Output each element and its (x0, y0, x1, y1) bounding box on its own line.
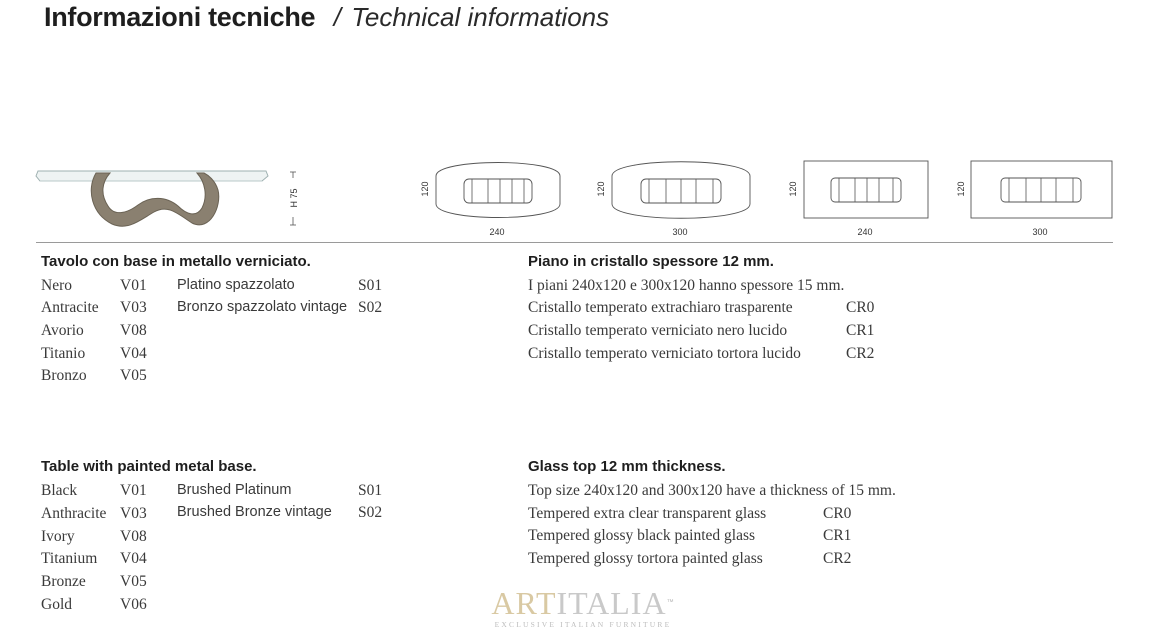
glass-note-en: Top size 240x120 and 300x120 have a thickness of 15 mm. (528, 482, 896, 499)
finish-code: S01 (358, 277, 383, 294)
divider-line (36, 242, 1113, 243)
finish-code: S01 (358, 482, 383, 499)
plan-rectangle-240 (804, 161, 928, 218)
artitalia-logo (478, 586, 688, 634)
finish-name: Ivory (41, 528, 75, 545)
finish-code: V01 (120, 482, 147, 499)
finish-code: V05 (120, 367, 147, 384)
glass-option-name: Tempered extra clear transparent glass (528, 505, 767, 522)
plan-rounded-240 (436, 163, 560, 218)
finish-code: V03 (120, 299, 147, 316)
finish-name: Anthracite (41, 505, 107, 522)
logo-italia: ITALIA (556, 585, 667, 621)
plan-rounded-300 (612, 162, 750, 219)
glass-option-name: Tempered glossy tortora painted glass (528, 550, 763, 567)
plan-1-width: 240 (489, 227, 505, 237)
logo-tagline: EXCLUSIVE ITALIAN FURNITURE (494, 620, 672, 629)
glass-option-name: Cristallo temperato verniciato nero lucido (528, 322, 788, 339)
height-label: H 75 (289, 188, 299, 208)
title-separator: / (333, 2, 341, 32)
base-heading-en: Table with painted metal base. (41, 458, 257, 475)
finish-code: V08 (120, 528, 147, 545)
glass-option-code: CR0 (823, 505, 852, 522)
technical-drawings (0, 150, 1156, 245)
finish-name: Gold (41, 596, 72, 613)
finish-name: Platino spazzolato (177, 277, 295, 293)
glass-option-name: Tempered glossy black painted glass (528, 527, 756, 544)
finish-code: V05 (120, 573, 147, 590)
finish-code: V03 (120, 505, 147, 522)
glass-option-code: CR0 (846, 299, 875, 316)
finish-code: V04 (120, 550, 147, 567)
glass-option-name: Cristallo temperato extrachiaro trasparente (528, 299, 793, 316)
glass-option-code: CR1 (846, 322, 875, 339)
finish-name: Brushed Platinum (177, 482, 292, 498)
glass-heading-en: Glass top 12 mm thickness. (528, 458, 726, 475)
finish-name: Nero (41, 277, 72, 294)
plan-4-width: 300 (1032, 227, 1048, 237)
plan-4-depth: 120 (956, 181, 966, 197)
glass-option-code: CR1 (823, 527, 852, 544)
title-italian: Informazioni tecniche (44, 2, 316, 32)
finish-name: Bronzo spazzolato vintage (177, 299, 348, 315)
finish-name: Brushed Bronze vintage (177, 504, 332, 520)
logo-art: ART (491, 585, 557, 621)
plan-3-depth: 120 (788, 181, 798, 197)
base-heading-it: Tavolo con base in metallo verniciato. (41, 253, 311, 270)
finish-name: Antracite (41, 299, 99, 316)
finish-code: V06 (120, 596, 147, 613)
finish-name: Titanium (41, 550, 98, 567)
glass-note-it: I piani 240x120 e 300x120 hanno spessore 15 mm. (528, 277, 845, 294)
finish-name: Bronzo (41, 367, 87, 384)
plan-3-width: 240 (857, 227, 873, 237)
finish-code: S02 (358, 504, 383, 521)
glass-option-code: CR2 (823, 550, 852, 567)
logo-trademark: ™ (666, 599, 675, 606)
finish-code: V04 (120, 345, 147, 362)
finish-name: Bronze (41, 573, 86, 590)
plan-2-depth: 120 (596, 181, 606, 197)
finish-name: Black (41, 482, 78, 499)
table-side-view (36, 171, 268, 226)
plan-rectangle-300 (971, 161, 1112, 218)
finish-name: Titanio (41, 345, 86, 362)
glass-heading-it: Piano in cristallo spessore 12 mm. (528, 253, 774, 270)
glass-option-code: CR2 (846, 345, 875, 362)
page-title (44, 2, 609, 42)
finish-code: V08 (120, 322, 147, 339)
title-english: Technical informations (351, 2, 610, 32)
finish-name: Avorio (41, 322, 84, 339)
finish-code: V01 (120, 277, 147, 294)
glass-option-name: Cristallo temperato verniciato tortora lucido (528, 345, 801, 362)
plan-1-depth: 120 (420, 181, 430, 197)
plan-2-width: 300 (672, 227, 688, 237)
finish-code: S02 (358, 299, 383, 316)
